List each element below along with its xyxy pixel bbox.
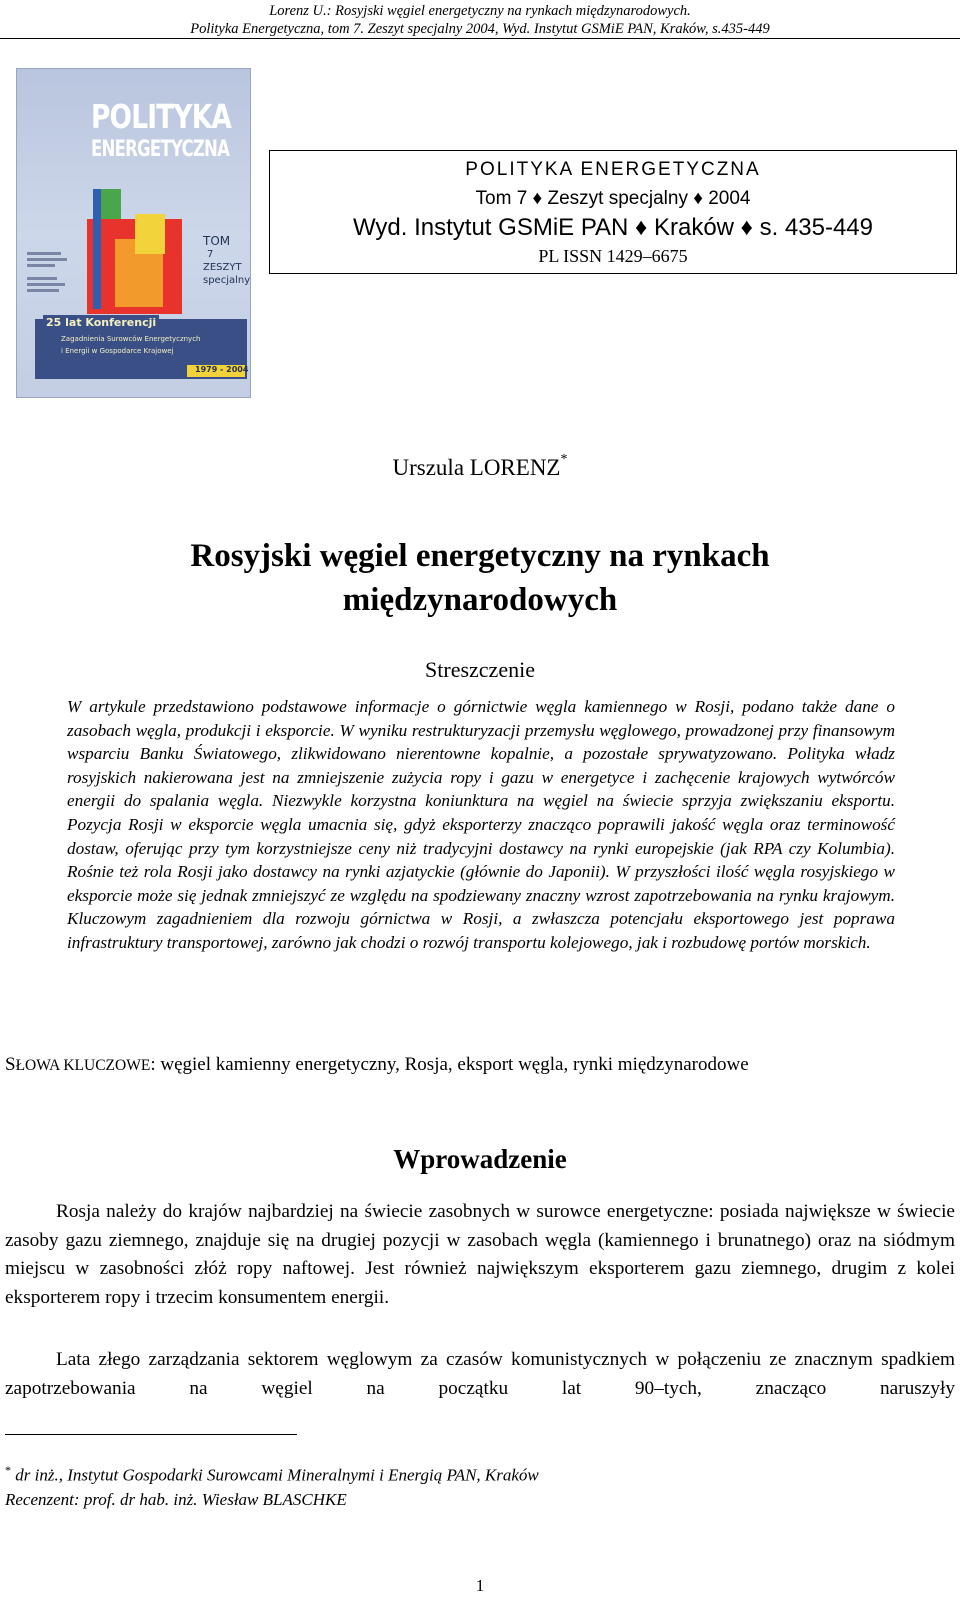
footnote-reviewer: Recenzent: prof. dr hab. inż. Wiesław BLASCHKE bbox=[5, 1489, 347, 1509]
footnote-mark: * bbox=[5, 1463, 11, 1477]
keywords-colon: : bbox=[150, 1054, 156, 1075]
cover-band-line3: i Energii w Gospodarce Krajowej bbox=[61, 347, 174, 355]
footnote-rule bbox=[5, 1434, 297, 1435]
cover-zeszyt-type: specjalny bbox=[203, 275, 251, 286]
paper-title-line2: międzynarodowych bbox=[342, 582, 618, 618]
author bbox=[0, 452, 960, 481]
intro-paragraph-1: Rosja należy do krajów najbardziej na świecie zasobnych w surowce energetyczne: posiada największe w świecie zasoby gazu ziemnego, znajduje się na drugiej pozycji w zasobach węgla (kamiennego i brunatnego) oraz na siódmym miejscu w zasobności złóż ropy naftowej. Jest również największym eksporterem gazu ziemnego, drugim z kolei eksporterem ropy i trzecim konsumentem energii. bbox=[5, 1201, 955, 1308]
running-header-line2: Polityka Energetyczna, tom 7. Zeszyt specjalny 2004, Wyd. Instytut GSMiE PAN, Kraków, s.435-449 bbox=[190, 21, 770, 37]
page-number: 1 bbox=[475, 1576, 485, 1595]
journal-publisher: Wyd. Instytut GSMiE PAN ♦ Kraków ♦ s. 435-449 bbox=[352, 214, 873, 241]
footnote bbox=[5, 1458, 955, 1512]
abstract-text: W artykule przedstawiono podstawowe informacje o górnictwie węgla kamiennego w Rosji, podano także dane o zasobach węgla, produkcji i eksporcie. W wyniku restrukturyzacji przemysłu węglowego, prowadzonej przy finansowym wsparciu Banku Światowego, zlikwidowano nierentowne kopalnie, a pozostałe sprywatyzowano. Polityka władz rosyjskich nakierowana jest na zmniejszenie zużycia ropy i gazu w energetyce i zachęcenie krajowych wytwórców energii do spalania węgla. Niezwykle korzystna koniunktura na węgiel na świecie sprzyja zwiększaniu eksportu. Pozycja Rosji w eksporcie węgla umacnia się, gdyż eksporterzy znacząco poprawili jakość węgla oraz terminowość dostaw, oferując przy tym korzystniejsze ceny niż tradycyjni dostawcy na rynki europejskie (jak RPA czy Kolumbia). Rośnie też rola Rosji jako dostawcy na rynki azjatyckie (głównie do Japonii). W przyszłości ilość węgla rosyjskiego w eksporcie może się jednak zmniejszyć ze względu na spodziewany znaczny wzrost zapotrzebowania na rynku krajowym. Kluczowym zagadnieniem dla rozwoju górnictwa w Rosji, a zwłaszcza potencjału eksportowego jest poprawa infrastruktury transportowej, zarówno jak chodzi o rozwój transportu kolejowego, jak i rozbudowę portów morskich. bbox=[67, 697, 895, 952]
cover-graphic-blue bbox=[93, 189, 101, 309]
journal-info-box bbox=[269, 150, 957, 274]
footnote-affiliation: dr inż., Instytut Gospodarki Surowcami Mineralnymi i Energią PAN, Kraków bbox=[11, 1465, 539, 1485]
paper-title-line1: Rosyjski węgiel energetyczny na rynkach bbox=[190, 538, 770, 574]
section-heading: Wprowadzenie bbox=[393, 1144, 567, 1174]
cover-zeszyt-label: ZESZYT bbox=[203, 262, 242, 273]
cover-years: 1979 - 2004 bbox=[195, 365, 249, 374]
cover-band-line2: Zagadnienia Surowców Energetycznych bbox=[61, 335, 201, 343]
cover-title: POLITYKA bbox=[91, 97, 232, 136]
cover-tom-number: 7 bbox=[207, 249, 214, 260]
author-name: Urszula LORENZ bbox=[392, 455, 561, 480]
author-footnote-mark: * bbox=[560, 452, 568, 468]
cover-band-title: 25 lat Konferencji bbox=[43, 315, 159, 330]
cover-subtitle: ENERGETYCZNA bbox=[91, 137, 230, 162]
journal-volume: Tom 7 ♦ Zeszyt specjalny ♦ 2004 bbox=[475, 188, 751, 209]
keywords-list: węgiel kamienny energetyczny, Rosja, eksport węgla, rynki międzynarodowe bbox=[155, 1054, 749, 1075]
keywords-label-initial: S bbox=[5, 1054, 16, 1075]
cover-tom-label: TOM bbox=[203, 234, 231, 248]
keywords bbox=[5, 1052, 955, 1079]
cover-side-text bbox=[27, 249, 71, 309]
running-header-line1: Lorenz U.: Rosyjski węgiel energetyczny na rynkach międzynarodowych. bbox=[269, 3, 691, 19]
header-rule bbox=[0, 38, 960, 39]
journal-cover-image bbox=[16, 68, 251, 398]
running-header bbox=[0, 2, 960, 38]
cover-graphic-yellow bbox=[135, 214, 165, 254]
journal-name: POLITYKA ENERGETYCZNA bbox=[465, 159, 761, 180]
footnote-affiliation-line bbox=[5, 1458, 955, 1488]
abstract-heading: Streszczenie bbox=[425, 657, 535, 682]
paper-title bbox=[0, 534, 960, 622]
intro-paragraph-2: Lata złego zarządzania sektorem węglowym za czasów komunistycznych w połączeniu ze znacznym spadkiem zapotrzebowania na węgiel na początku lat 90–tych, znacząco naruszyły bbox=[5, 1349, 955, 1399]
keywords-label: ŁOWA KLUCZOWE bbox=[15, 1057, 151, 1074]
journal-issn: PL ISSN 1429–6675 bbox=[538, 246, 688, 266]
